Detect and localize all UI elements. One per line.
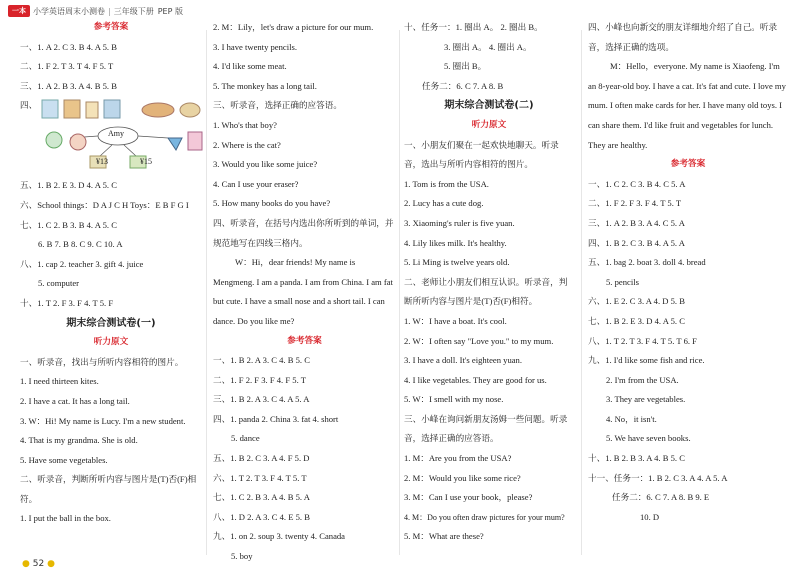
price-label: ¥15 [140, 157, 152, 167]
question-heading: 二、听录音，判断所听内容与图片是(T)否(F)相符。 [20, 474, 197, 504]
script-line: 2. Where is the cat? [213, 139, 281, 150]
script-line: 2. I have a cat. It has a long tail. [20, 395, 130, 406]
answer-line: 七、1. C 2. B 3. A 4. B 5. A [213, 492, 310, 503]
listening-title: 听力原文 [471, 119, 507, 130]
answer-line: 九、1. I'd like some fish and rice. [588, 355, 705, 366]
question-heading: 四、听录音，在括号内选出你所听到的单词，并规范地写在四线三格内。 [213, 217, 394, 248]
answer-line: 5. computer [38, 278, 80, 289]
script-line: 2. Lucy has a cute dog. [404, 198, 484, 209]
answer-line: 二、1. F 2. F 3. F 4. T 5. T [588, 198, 682, 209]
script-line: 4. I like vegetables. They are good for us. [404, 374, 547, 385]
answer-line: 5. We have seven books. [606, 433, 691, 444]
script-line: 2. M：Would you like some rice? [404, 472, 521, 483]
script-line: 3. I have a doll. It's eighteen yuan. [404, 355, 523, 366]
mindmap-center-label: Amy [108, 129, 124, 139]
script-line: 3. Xiaoming's ruler is five yuan. [404, 217, 515, 228]
script-line: 3. W：Hi! My name is Lucy. I'm a new student. [20, 415, 186, 426]
answer-line: 八、1. cap 2. teacher 3. gift 4. juice [20, 258, 144, 269]
script-line: 1. Who's that boy? [213, 119, 277, 130]
script-line: 1. M：Are you from the USA? [404, 453, 512, 464]
script-line: 5. The monkey has a long tail. [213, 80, 317, 91]
answer-line: 五、1. bag 2. boat 3. doll 4. bread [588, 257, 706, 268]
script-line: 5. Have some vegetables. [20, 454, 108, 465]
series-name: 小学英语周末小测卷 [33, 6, 105, 16]
script-line: 5. How many books do you have? [213, 198, 331, 209]
script-line: 5. Li Ming is twelve years old. [404, 257, 510, 268]
page-header: 一本 小学英语周末小测卷 | 三年级下册 PEP 版 [8, 3, 183, 19]
answer-line: 2. I'm from the USA. [606, 374, 679, 385]
page-number: ● 52 ● [22, 559, 55, 569]
answer-title: 参考答案 [287, 335, 322, 346]
column-divider [206, 30, 207, 555]
answer-line: 七、1. B 2. E 3. D 4. A 5. C [588, 315, 685, 326]
answer-line: 五、1. B 2. C 3. A 4. F 5. D [213, 453, 310, 464]
test-title: 期末综合测试卷(一) [66, 317, 156, 329]
answer-line: 十、任务一：1. 圈出 A。 2. 圈出 B。 [404, 22, 543, 32]
script-line: 3. M：Can I use your book，please? [404, 492, 533, 503]
script-line: 1. I need thirteen kites. [20, 376, 99, 387]
answer-line: 六、1. E 2. C 3. A 4. D 5. B [588, 296, 685, 307]
column-2 [213, 18, 396, 567]
listening-title: 听力原文 [93, 337, 129, 348]
column-1 [20, 18, 202, 529]
column-3 [404, 18, 574, 547]
question-heading: 一、听录音，找出与所听内容相符的图片。 [20, 356, 184, 367]
script-paragraph: M：Hello，everyone. My name is Xiaofeng. I'm an 8-year-old boy. I have a cat. It's fat and cute. I love my mum. I often make cards for her. I have many old toys. I can share them. I'd like fruit and vegetables for lunch. They are healthy. [588, 61, 786, 150]
answer-line: 4. No，it isn't. [606, 413, 657, 424]
answer-line: 5. dance [231, 433, 260, 444]
script-line: 4. Can I use your eraser? [213, 178, 299, 189]
answer-line: 四、1. B 2. C 3. B 4. A 5. A [588, 237, 685, 248]
script-line: 3. I have twenty pencils. [213, 41, 298, 52]
answer-line: 二、1. F 2. F 3. F 4. F 5. T [213, 374, 306, 385]
question-heading: 三、听录音，选择正确的应答语。 [213, 100, 342, 111]
answer-line: 3. 圈出 A。 4. 圈出 A。 [444, 41, 532, 52]
answer-line: 一、1. B 2. A 3. C 4. B 5. C [213, 355, 310, 366]
answer-label: 四、 [20, 100, 38, 111]
edition-label: PEP 版 [157, 6, 183, 16]
answer-line: 十、1. B 2. B 3. A 4. B 5. C [588, 453, 685, 464]
answer-line: 6. B 7. B 8. C 9. C 10. A [38, 239, 123, 250]
answer-line: 一、1. A 2. C 3. B 4. A 5. B [20, 41, 117, 52]
answer-line: 三、1. A 2. B 3. A 4. B 5. B [20, 80, 117, 91]
answer-line: 七、1. C 2. B 3. B 4. A 5. C [20, 219, 117, 230]
answer-line: 10. D [640, 511, 660, 522]
answer-line: 五、1. B 2. E 3. D 4. A 5. C [20, 180, 117, 191]
question-heading: 一、小朋友们聚在一起欢快地聊天。听录音，选出与所听内容相符的图片。 [404, 139, 559, 170]
script-line: 5. W：I smell with my nose. [404, 394, 504, 405]
script-line: 4. I'd like some meat. [213, 61, 287, 72]
answer-line: 5. boy [231, 551, 253, 562]
answer-line: 一、1. C 2. C 3. B 4. C 5. A [588, 178, 686, 189]
question-heading: 四、小峰也向新交的朋友详细地介绍了自己。听录音，选择正确的选项。 [588, 22, 778, 52]
price-label: ¥13 [96, 157, 108, 167]
answer-line: 八、1. D 2. A 3. C 4. E 5. B [213, 511, 310, 522]
script-line: 5. M：What are these? [404, 531, 484, 542]
answer-line: 3. They are vegetables. [606, 394, 686, 405]
answer-line: 5. 圈出 B。 [444, 61, 487, 72]
answer-line: 十一、任务一：1. B 2. C 3. A 4. A 5. A [588, 472, 728, 483]
page-number-value: 52 [32, 559, 45, 569]
answer-line: 三、1. B 2. A 3. C 4. A 5. A [213, 394, 310, 405]
test-title: 期末综合测试卷(二) [444, 100, 534, 112]
answer-line: 十、1. T 2. F 3. F 4. T 5. F [20, 297, 114, 308]
answer-line: 三、1. A 2. B 3. A 4. C 5. A [588, 217, 685, 228]
answer-line: 六、1. T 2. T 3. F 4. T 5. T [213, 472, 307, 483]
answer-line: 四、1. panda 2. China 3. fat 4. short [213, 413, 339, 424]
script-line: 3. Would you like some juice? [213, 159, 318, 170]
column-4 [588, 18, 788, 527]
answer-title: 参考答案 [670, 159, 706, 170]
question-heading: 三、小峰在询问新朋友汤姆一些问题。听录音，选择正确的应答语。 [404, 413, 568, 444]
question-heading: 二、老师让小朋友们相互认识。听录音，判断所听内容与图片是(T)否(F)相符。 [404, 276, 568, 307]
column-divider [399, 30, 400, 555]
answer-title: 参考答案 [93, 22, 129, 32]
answer-line: 八、1. T 2. T 3. F 4. T 5. T 6. F [588, 335, 697, 346]
script-paragraph: W：Hi，dear friends! My name is Mengmeng. I am a panda. I am from China. I am fat but cute. I have a small nose and a short tail. I can dance. Do you like me? [213, 257, 393, 326]
grade-label: 三年级下册 [113, 6, 154, 16]
script-line: 4. Lily likes milk. It's healthy. [404, 237, 507, 248]
column-divider [581, 30, 582, 555]
brand-logo: 一本 [8, 5, 30, 17]
script-line: 2. W：I often say "Love you." to my mum. [404, 335, 554, 346]
answer-line: 二、1. F 2. T 3. T 4. F 5. T [20, 61, 114, 72]
answer-line: 六、School things：D A J C H Toys：E B F G I [20, 199, 189, 210]
answer-line: 任务二：6. C 7. A 8. B [422, 80, 504, 91]
script-line: 4. That is my grandma. She is old. [20, 435, 138, 446]
answer-line: 5. pencils [606, 276, 639, 287]
script-line: 1. Tom is from the USA. [404, 178, 489, 189]
script-line: 1. I put the ball in the box. [20, 513, 111, 524]
answer-line: 九、1. on 2. soup 3. twenty 4. Canada [213, 531, 345, 542]
script-line: 4. M：Do you often draw pictures for your mum? [404, 512, 565, 522]
script-line: 1. W：I have a boat. It's cool. [404, 315, 507, 326]
answer-line: 任务二：6. C 7. A 8. B 9. E [612, 492, 710, 503]
answer-picture-block [20, 96, 202, 176]
script-line: 2. M：Lily，let's draw a picture for our mum. [213, 22, 374, 32]
